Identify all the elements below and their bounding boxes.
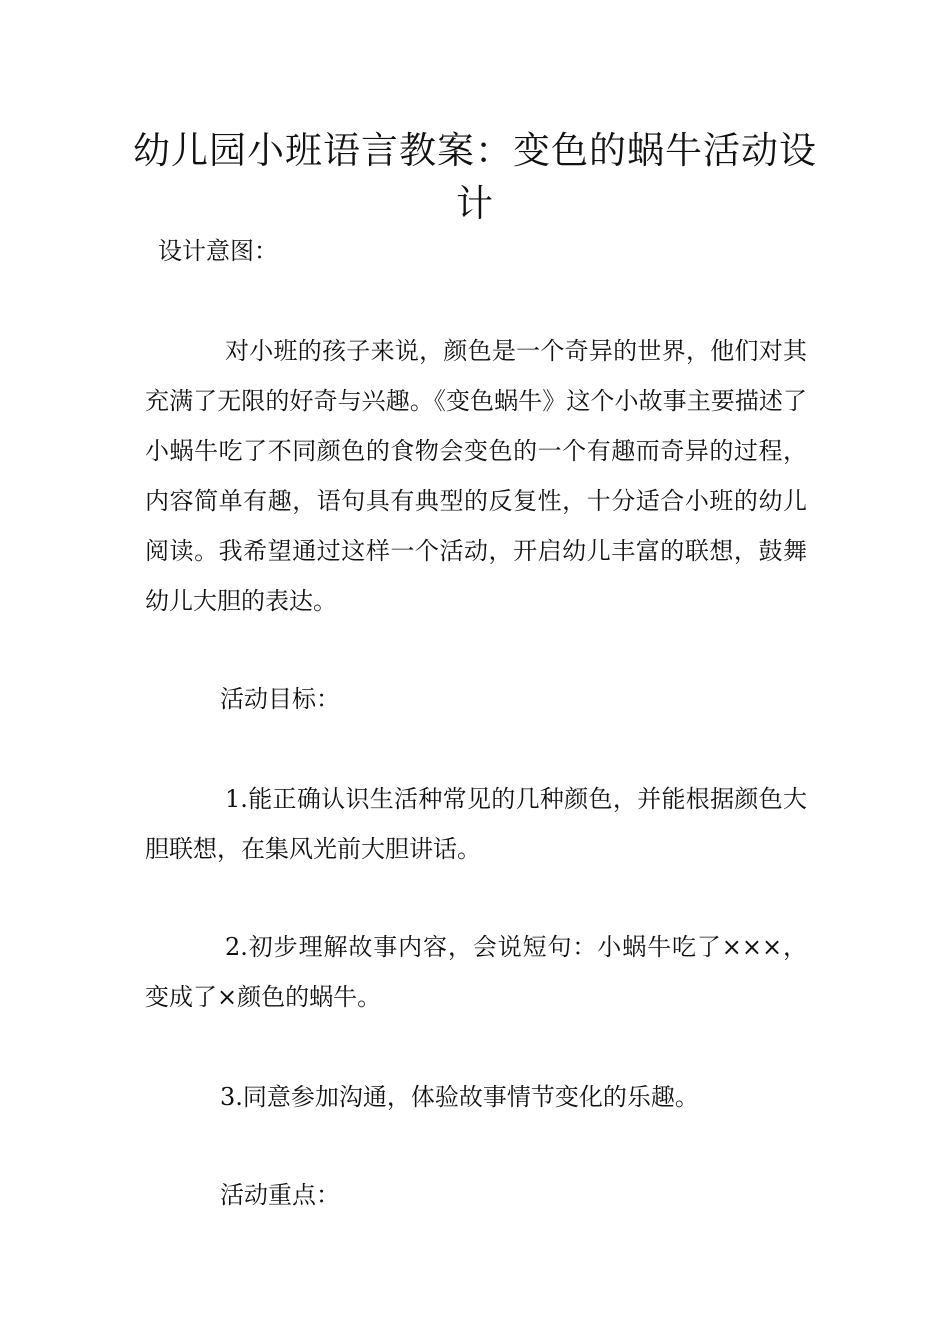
activity-goals-heading: 活动目标： — [220, 685, 340, 713]
design-intent-heading: 设计意图： — [158, 237, 278, 265]
activity-goal-item: 3.同意参加沟通，体验故事情节变化的乐趣。 — [220, 1083, 699, 1111]
activity-goal-item: 2.初步理解故事内容，会说短句：小蜗牛吃了×××，变成了×颜色的蜗牛。 — [145, 933, 807, 1011]
document-title: 幼儿园小班语言教案：变色的蜗牛活动设计 — [133, 129, 817, 225]
activity-goal-item: 1.能正确认识生活种常见的几种颜色，并能根据颜色大胆联想，在集风光前大胆讲话。 — [145, 785, 807, 863]
design-intent-paragraph: 对小班的孩子来说，颜色是一个奇异的世界，他们对其充满了无限的好奇与兴趣。《变色蜗牛》这个小故事主要描述了小蜗牛吃了不同颜色的食物会变色的一个有趣而奇异的过程，内容简单有趣，语句具有典型的反复性，十分适合小班的幼儿阅读。我希望通过这样一个活动，开启幼儿丰富的联想，鼓舞幼儿大胆的表达。 — [145, 337, 807, 615]
activity-key-points-heading: 活动重点： — [220, 1181, 340, 1209]
